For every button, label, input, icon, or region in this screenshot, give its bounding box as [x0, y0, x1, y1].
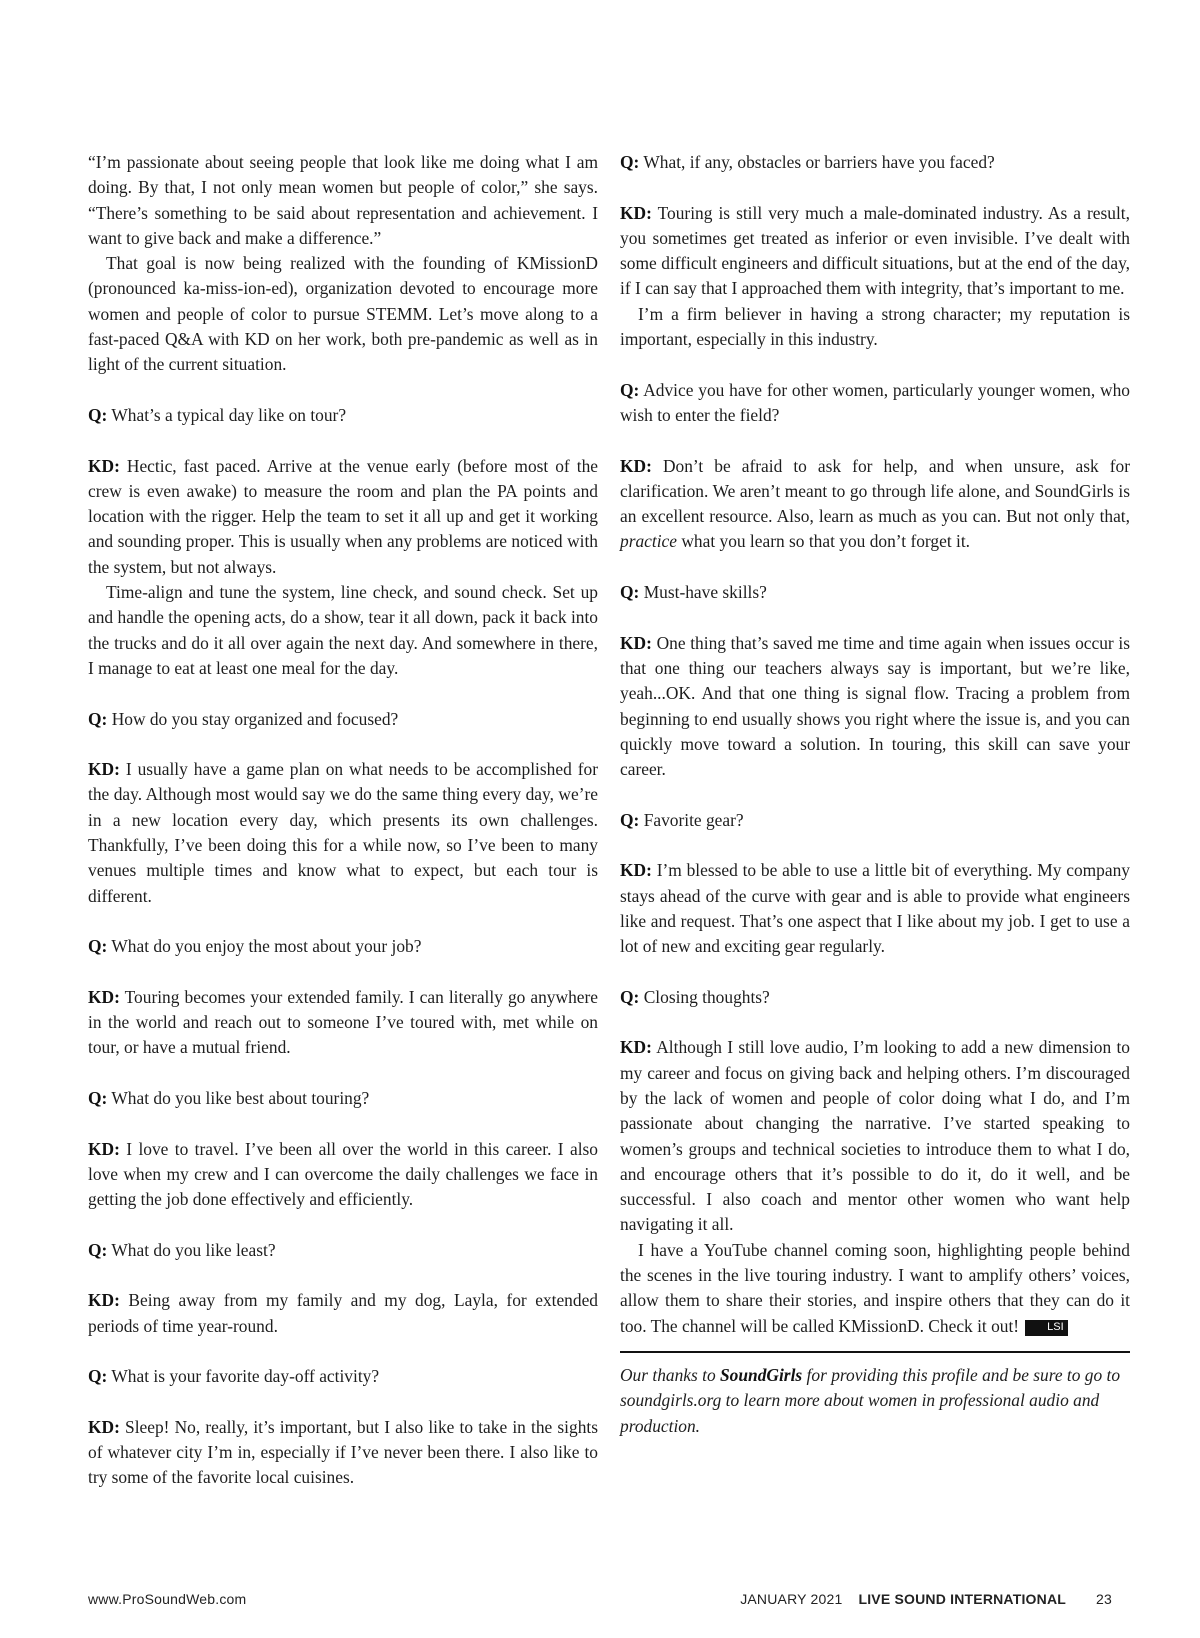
answer [620, 1035, 1130, 1237]
qa-text: What is your favorite day-off activity? [111, 1366, 380, 1387]
question [88, 403, 598, 428]
thanks-org: SoundGirls [720, 1364, 803, 1385]
qa-text: One thing that’s saved me time and time again when issues occur is that one thing our teachers always say is important, but we’re like, yeah...OK. And that one thing is signal flow. Tracing a problem from beginning to end usually shows you right where the issue is, and you can quickly move toward a solution. In touring, this skill can save your career. [620, 632, 1130, 780]
paragraph-text: I have a YouTube channel coming soon, highlighting people behind the scenes in the live touring industry. I want to amplify others’ voices, allow them to share their stories, and inspire others that they can do it too. The channel will be called KMissionD. Check it out! [620, 1239, 1130, 1336]
qa-text: Closing thoughts? [643, 986, 770, 1007]
question [620, 808, 1130, 833]
end-mark-icon: LSI [1025, 1320, 1068, 1336]
question-label: Q: [88, 1087, 108, 1108]
question [88, 1364, 598, 1389]
emphasis: practice [620, 531, 677, 552]
qa-text: Advice you have for other women, particularly younger women, who wish to enter the field? [620, 379, 1130, 425]
answer [620, 631, 1130, 783]
qa-text: Sleep! No, really, it’s important, but I also like to take in the sights of whatever city I’m in, especially if I’ve never been there. I also like to try some of the favorite local cuisines. [88, 1416, 598, 1488]
divider-rule [620, 1351, 1130, 1353]
qa-text: Although I still love audio, I’m looking to add a new dimension to my career and focus on giving back and helping others. I’m discouraged by the lack of women and people of color doing what I do, and I’m passionate about changing the narrative. I’ve started speaking to women’s groups and technical societies to introduce them to what I do, and encourage others that it’s possible to do it, do it well, and be successful. I also coach and mentor other women who want help navigating it all. [620, 1037, 1131, 1235]
qa-text: Don’t be afraid to ask for help, and when unsure, ask for clarification. We aren’t meant to go through life alone, and SoundGirls is an excellent resource. Also, learn as much as you can. But not only that, [620, 455, 1130, 527]
question [620, 150, 1130, 175]
qa-text: What, if any, obstacles or barriers have you faced? [643, 152, 995, 172]
answer [620, 858, 1130, 959]
qa-text: I love to travel. I’ve been all over the world in this career. I also love when my crew and I can overcome the daily challenges we face in getting the job done effectively and efficiently. [88, 1138, 598, 1210]
paragraph-text: That goal is now being realized with the founding of KMissionD (pronounced ka-miss-ion-ed), organization devoted to encourage more women and people of color to pursue STEMM. Let’s move along to a fast-paced Q&A with KD on her work, both pre-pandemic as well as in light of the current situation. [88, 253, 598, 375]
body-paragraph [88, 251, 598, 377]
qa-text: what you learn so that you don’t forget it. [681, 531, 971, 552]
question-label: Q: [620, 379, 640, 400]
qa-text: Being away from my family and my dog, Layla, for extended periods of time year-round. [88, 1290, 598, 1336]
qa-text: I’m blessed to be able to use a little bit of everything. My company stays ahead of the curve with gear and is able to provide what engineers like and request. That’s one aspect that I like about my job. I get to use a lot of new and exciting gear regularly. [620, 860, 1130, 957]
answer-label: KD: [88, 1416, 120, 1437]
answer-label: KD: [620, 455, 652, 476]
question-label: Q: [88, 1239, 108, 1260]
paragraph-text: “I’m passionate about seeing people that look like me doing what I am doing. By that, I not only mean women but people of color,” she says. “There’s something to be said about representation and achievement. I want to give back and make a difference.” [88, 152, 598, 248]
answer-label: KD: [620, 632, 652, 653]
qa-text: What do you enjoy the most about your job? [111, 936, 422, 957]
answer [620, 454, 1130, 555]
question [620, 985, 1130, 1010]
qa-text: Favorite gear? [643, 809, 744, 830]
answer [88, 1288, 598, 1339]
question [620, 378, 1130, 429]
answer-label: KD: [88, 759, 120, 780]
answer-label: KD: [88, 455, 120, 476]
footer-url: www.ProSoundWeb.com [88, 1591, 247, 1607]
qa-text: I usually have a game plan on what needs to be accomplished for the day. Although most would say we do the same thing every day, we’re in a new location every day, which presents its own challenges. Thankfully, I’ve been doing this for a while now, so I’ve been to many venues multiple times and know what to expect, but each tour is different. [88, 759, 598, 906]
answer [88, 985, 598, 1061]
question-label: Q: [88, 936, 108, 957]
thanks-post: for providing this profile and be sure to go to soundgirls.org to learn more about women in professional audio and production. [620, 1364, 1121, 1436]
qa-text: What do you like least? [111, 1239, 276, 1260]
question-label: Q: [620, 152, 640, 172]
question [88, 1238, 598, 1263]
question-label: Q: [620, 986, 640, 1007]
answer [88, 1415, 598, 1491]
right-column [620, 150, 1130, 1439]
answer [620, 201, 1130, 302]
question [88, 1086, 598, 1111]
answer-label: KD: [620, 202, 652, 223]
qa-text: Must-have skills? [643, 582, 767, 603]
thanks-note [620, 1363, 1130, 1439]
qa-text: How do you stay organized and focused? [111, 708, 399, 729]
qa-text: What’s a typical day like on tour? [111, 404, 347, 425]
body-paragraph [620, 302, 1130, 353]
answer-label: KD: [620, 1037, 652, 1058]
answer-label: KD: [88, 986, 120, 1007]
answer-label: KD: [88, 1138, 120, 1159]
question-label: Q: [88, 708, 108, 729]
answer [88, 1137, 598, 1213]
body-paragraph [88, 150, 598, 251]
body-paragraph [88, 580, 598, 681]
question [88, 707, 598, 732]
answer [88, 757, 598, 909]
qa-text: Hectic, fast paced. Arrive at the venue early (before most of the crew is even awake) to measure the room and plan the PA points and location with the rigger. Help the team to set it all up and get it working and sounding proper. This is usually when any problems are noticed with the system, but not always. [88, 455, 598, 577]
question-label: Q: [620, 809, 640, 830]
answer-label: KD: [620, 860, 652, 881]
question-label: Q: [620, 582, 640, 603]
qa-text: Touring becomes your extended family. I can literally go anywhere in the world and reach out to someone I’ve toured with, met while on tour, or have a mutual friend. [88, 986, 598, 1058]
right-column-body [620, 150, 1130, 1339]
question-label: Q: [88, 1366, 108, 1387]
footer-folio [740, 1591, 1112, 1607]
paragraph-text: I’m a firm believer in having a strong character; my reputation is important, especially in this industry. [620, 303, 1130, 350]
left-column [88, 150, 598, 1491]
page-number: 23 [1096, 1591, 1112, 1607]
thanks-pre: Our thanks to [620, 1364, 716, 1385]
question [620, 580, 1130, 605]
footer-magazine: LIVE SOUND INTERNATIONAL [858, 1591, 1067, 1607]
question-label: Q: [88, 404, 108, 425]
answer-label: KD: [88, 1290, 120, 1311]
answer [88, 454, 598, 580]
body-paragraph [620, 1238, 1130, 1339]
footer-date: JANUARY 2021 [740, 1591, 843, 1607]
question [88, 934, 598, 959]
qa-text: What do you like best about touring? [111, 1087, 370, 1108]
paragraph-text: Time-align and tune the system, line check, and sound check. Set up and handle the opening acts, do a show, tear it all down, pack it back into the trucks and do it all over again the next day. And somewhere in there, I manage to eat at least one meal for the day. [88, 582, 598, 678]
qa-text: Touring is still very much a male-dominated industry. As a result, you sometimes get treated as inferior or even invisible. I’ve dealt with some difficult engineers and difficult situations, but at the end of the day, if I can say that I approached them with integrity, that’s important to me. [620, 202, 1130, 299]
